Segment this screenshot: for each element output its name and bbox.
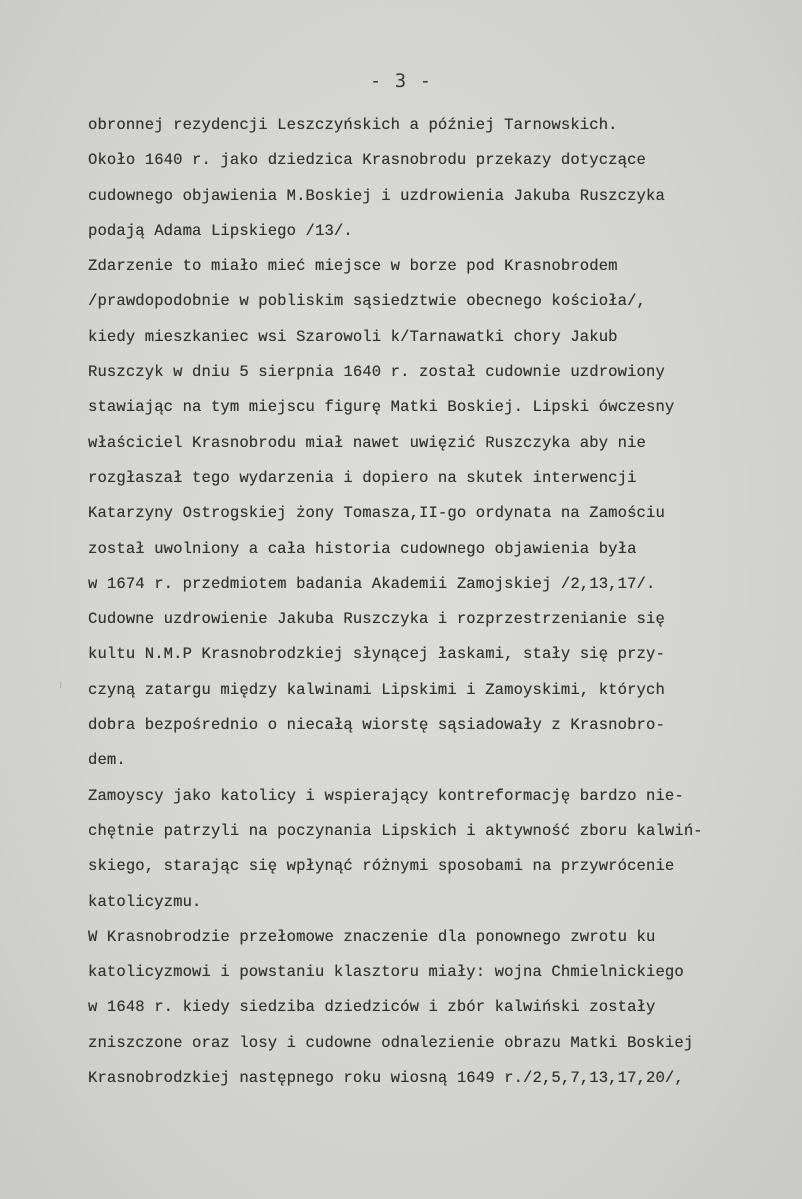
text-line: W Krasnobrodzie przełomowe znaczenie dla ponownego zwrotu ku: [88, 927, 656, 946]
text-line: czyną zatargu między kalwinami Lipskimi i Zamoyskimi, których: [88, 680, 665, 699]
text-line: obronnej rezydencji Leszczyńskich a później Tarnowskich.: [88, 116, 618, 134]
text-line: katolicyzmowi i powstaniu klasztoru miały: wojna Chmielnickiego: [88, 963, 684, 982]
text-line: chętnie patrzyli na poczynania Lipskich i aktywność zboru kalwiń-: [88, 821, 703, 840]
text-line: stawiając na tym miejscu figurę Matki Boskiej. Lipski ówczesny: [88, 398, 675, 417]
text-line: Katarzyny Ostrogskiej żony Tomasza,II-go ordynata na Zamościu: [88, 504, 665, 523]
text-line: dem.: [88, 751, 126, 770]
text-line: Cudowne uzdrowienie Jakuba Ruszczyka i rozprzestrzenianie się: [88, 610, 665, 629]
text-line: skiego, starając się wpłynąć różnymi sposobami na przywrócenie: [88, 857, 675, 876]
text-line: w 1648 r. kiedy siedziba dziedziców i zbór kalwiński zostały: [88, 998, 656, 1017]
text-line: Zamoyscy jako katolicy i wspierający kontreformację bardzo nie-: [88, 786, 684, 805]
text-line: został uwolniony a cała historia cudownego objawienia była: [88, 539, 637, 558]
text-line: w 1674 r. przedmiotem badania Akademii Zamojskiej /2,13,17/.: [88, 574, 656, 593]
text-line: podają Adama Lipskiego /13/.: [88, 221, 353, 240]
margin-mark: [60, 682, 65, 688]
text-line: Około 1640 r. jako dziedzica Krasnobrodu przekazy dotyczące: [88, 151, 647, 170]
text-line: cudownego objawienia M.Boskiej i uzdrowienia Jakuba Ruszczyka: [88, 186, 665, 205]
text-line: rozgłaszał tego wydarzenia i dopiero na skutek interwencji: [88, 468, 637, 487]
text-line: kiedy mieszkaniec wsi Szarowoli k/Tarnawatki chory Jakub: [88, 327, 618, 346]
text-line: kultu N.M.P Krasnobrodzkiej słynącej łaskami, stały się przy-: [88, 645, 665, 664]
text-line: zniszczone oraz losy i cudowne odnalezienie obrazu Matki Boskiej: [88, 1033, 694, 1052]
text-line: Ruszczyk w dniu 5 sierpnia 1640 r. został cudownie uzdrowiony: [88, 363, 665, 382]
text-line: właściciel Krasnobrodu miał nawet uwięzić Ruszczyka aby nie: [88, 433, 647, 452]
document-body: [88, 108, 788, 1096]
text-line: katolicyzmu.: [88, 892, 202, 911]
page-number: - 3 -: [369, 70, 433, 92]
text-line: dobra bezpośrednio o niecałą wiorstę sąsiadowały z Krasnobro-: [88, 716, 665, 735]
text-line: /prawdopodobnie w pobliskim sąsiedztwie obecnego kościoła/,: [88, 292, 647, 311]
text-line: Zdarzenie to miało mieć miejsce w borze pod Krasnobrodem: [88, 257, 618, 276]
text-line: Krasnobrodzkiej następnego roku wiosną 1649 r./2,5,7,13,17,20/,: [88, 1069, 684, 1088]
